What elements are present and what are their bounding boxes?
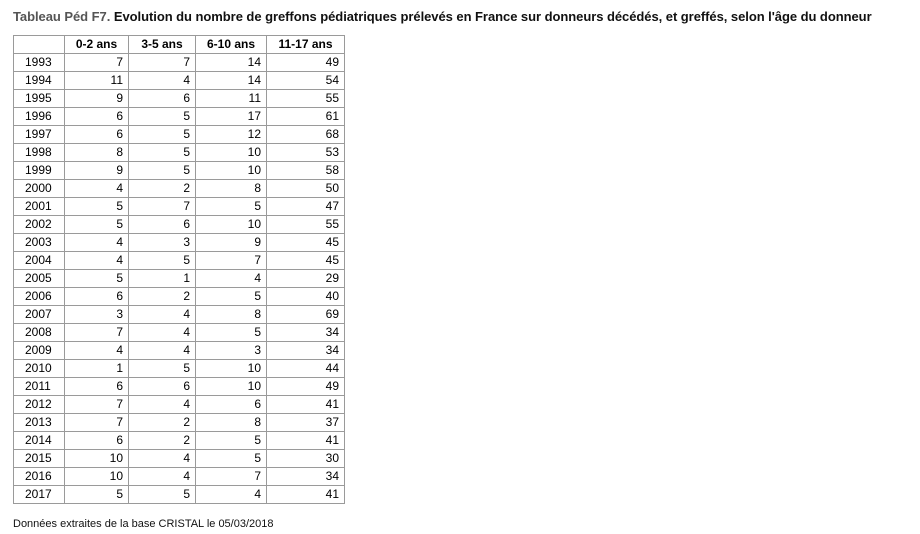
count-cell: 11 xyxy=(196,90,267,108)
table-row xyxy=(14,90,345,108)
year-cell: 1998 xyxy=(14,144,65,162)
count-cell: 5 xyxy=(129,486,196,504)
count-cell: 34 xyxy=(267,468,345,486)
count-cell: 2 xyxy=(129,288,196,306)
count-cell: 8 xyxy=(196,414,267,432)
count-cell: 12 xyxy=(196,126,267,144)
count-cell: 10 xyxy=(196,144,267,162)
count-cell: 4 xyxy=(129,468,196,486)
count-cell: 50 xyxy=(267,180,345,198)
count-cell: 10 xyxy=(196,216,267,234)
count-cell: 4 xyxy=(129,306,196,324)
count-cell: 4 xyxy=(65,252,129,270)
count-cell: 55 xyxy=(267,90,345,108)
count-cell: 49 xyxy=(267,378,345,396)
table-row xyxy=(14,126,345,144)
count-cell: 30 xyxy=(267,450,345,468)
count-cell: 6 xyxy=(65,378,129,396)
table-row xyxy=(14,468,345,486)
count-cell: 10 xyxy=(196,162,267,180)
table-row xyxy=(14,432,345,450)
table-row xyxy=(14,108,345,126)
year-cell: 1993 xyxy=(14,54,65,72)
count-cell: 2 xyxy=(129,432,196,450)
count-cell: 8 xyxy=(65,144,129,162)
count-cell: 2 xyxy=(129,180,196,198)
count-cell: 6 xyxy=(129,90,196,108)
count-cell: 4 xyxy=(196,270,267,288)
table-body xyxy=(14,54,345,504)
count-cell: 5 xyxy=(65,486,129,504)
year-cell: 1995 xyxy=(14,90,65,108)
count-cell: 5 xyxy=(65,270,129,288)
count-cell: 3 xyxy=(129,234,196,252)
count-cell: 8 xyxy=(196,306,267,324)
year-cell: 2016 xyxy=(14,468,65,486)
table-row xyxy=(14,450,345,468)
count-cell: 55 xyxy=(267,216,345,234)
table-row xyxy=(14,324,345,342)
year-cell: 2005 xyxy=(14,270,65,288)
year-cell: 2000 xyxy=(14,180,65,198)
count-cell: 5 xyxy=(129,126,196,144)
count-cell: 10 xyxy=(65,468,129,486)
table-row xyxy=(14,198,345,216)
year-cell: 1999 xyxy=(14,162,65,180)
count-cell: 7 xyxy=(129,198,196,216)
count-cell: 5 xyxy=(129,144,196,162)
table-row xyxy=(14,414,345,432)
count-cell: 5 xyxy=(196,432,267,450)
count-cell: 5 xyxy=(129,108,196,126)
count-cell: 7 xyxy=(65,414,129,432)
table-row xyxy=(14,486,345,504)
count-cell: 4 xyxy=(129,396,196,414)
count-cell: 7 xyxy=(65,396,129,414)
count-cell: 53 xyxy=(267,144,345,162)
year-cell: 1996 xyxy=(14,108,65,126)
count-cell: 5 xyxy=(129,360,196,378)
count-cell: 7 xyxy=(129,54,196,72)
count-cell: 10 xyxy=(196,360,267,378)
column-header-6-10: 6-10 ans xyxy=(196,36,267,54)
count-cell: 5 xyxy=(65,198,129,216)
table-row xyxy=(14,72,345,90)
table-row xyxy=(14,180,345,198)
count-cell: 47 xyxy=(267,198,345,216)
count-cell: 9 xyxy=(65,162,129,180)
count-cell: 6 xyxy=(65,288,129,306)
year-cell: 2013 xyxy=(14,414,65,432)
count-cell: 4 xyxy=(65,234,129,252)
year-cell: 2010 xyxy=(14,360,65,378)
year-cell: 1994 xyxy=(14,72,65,90)
count-cell: 7 xyxy=(196,252,267,270)
count-cell: 5 xyxy=(65,216,129,234)
count-cell: 4 xyxy=(129,342,196,360)
count-cell: 3 xyxy=(65,306,129,324)
count-cell: 7 xyxy=(65,324,129,342)
year-cell: 2006 xyxy=(14,288,65,306)
count-cell: 2 xyxy=(129,414,196,432)
count-cell: 44 xyxy=(267,360,345,378)
count-cell: 41 xyxy=(267,486,345,504)
count-cell: 45 xyxy=(267,234,345,252)
count-cell: 7 xyxy=(65,54,129,72)
count-cell: 5 xyxy=(196,288,267,306)
table-row xyxy=(14,54,345,72)
count-cell: 34 xyxy=(267,342,345,360)
count-cell: 6 xyxy=(65,126,129,144)
table-title-text: Evolution du nombre de greffons pédiatriques prélevés en France sur donneurs décédés, et greffés, selon l'âge du donneur xyxy=(113,9,872,24)
count-cell: 4 xyxy=(129,324,196,342)
year-cell: 2002 xyxy=(14,216,65,234)
year-cell: 2015 xyxy=(14,450,65,468)
table-row xyxy=(14,306,345,324)
count-cell: 49 xyxy=(267,54,345,72)
count-cell: 41 xyxy=(267,432,345,450)
year-cell: 2004 xyxy=(14,252,65,270)
year-cell: 2017 xyxy=(14,486,65,504)
year-cell: 2011 xyxy=(14,378,65,396)
year-cell: 1997 xyxy=(14,126,65,144)
count-cell: 14 xyxy=(196,54,267,72)
count-cell: 9 xyxy=(196,234,267,252)
year-cell: 2014 xyxy=(14,432,65,450)
count-cell: 69 xyxy=(267,306,345,324)
column-header-11-17: 11-17 ans xyxy=(267,36,345,54)
count-cell: 4 xyxy=(129,450,196,468)
count-cell: 58 xyxy=(267,162,345,180)
count-cell: 5 xyxy=(129,162,196,180)
source-footnote: Données extraites de la base CRISTAL le 05/03/2018 xyxy=(13,518,274,530)
count-cell: 4 xyxy=(196,486,267,504)
count-cell: 6 xyxy=(65,108,129,126)
table-header-row xyxy=(14,36,345,54)
table-row xyxy=(14,378,345,396)
count-cell: 6 xyxy=(129,216,196,234)
count-cell: 3 xyxy=(196,342,267,360)
count-cell: 8 xyxy=(196,180,267,198)
table-row xyxy=(14,342,345,360)
count-cell: 6 xyxy=(65,432,129,450)
column-header-3-5: 3-5 ans xyxy=(129,36,196,54)
count-cell: 10 xyxy=(65,450,129,468)
count-cell: 61 xyxy=(267,108,345,126)
table-row xyxy=(14,216,345,234)
count-cell: 5 xyxy=(196,324,267,342)
count-cell: 4 xyxy=(65,342,129,360)
count-cell: 5 xyxy=(196,450,267,468)
table-row xyxy=(14,396,345,414)
table-row xyxy=(14,270,345,288)
table-row xyxy=(14,288,345,306)
count-cell: 1 xyxy=(65,360,129,378)
table-row xyxy=(14,162,345,180)
year-cell: 2003 xyxy=(14,234,65,252)
count-cell: 11 xyxy=(65,72,129,90)
count-cell: 34 xyxy=(267,324,345,342)
count-cell: 40 xyxy=(267,288,345,306)
column-header-0-2: 0-2 ans xyxy=(65,36,129,54)
year-cell: 2007 xyxy=(14,306,65,324)
table-row xyxy=(14,144,345,162)
table-row xyxy=(14,360,345,378)
column-header-year xyxy=(14,36,65,54)
count-cell: 5 xyxy=(196,198,267,216)
count-cell: 37 xyxy=(267,414,345,432)
year-cell: 2008 xyxy=(14,324,65,342)
count-cell: 6 xyxy=(196,396,267,414)
year-cell: 2001 xyxy=(14,198,65,216)
count-cell: 9 xyxy=(65,90,129,108)
year-cell: 2009 xyxy=(14,342,65,360)
count-cell: 6 xyxy=(129,378,196,396)
table-title-prefix: Tableau Péd F7. xyxy=(13,9,111,24)
count-cell: 17 xyxy=(196,108,267,126)
count-cell: 68 xyxy=(267,126,345,144)
grafts-table xyxy=(13,35,345,504)
table-row xyxy=(14,252,345,270)
count-cell: 1 xyxy=(129,270,196,288)
count-cell: 4 xyxy=(129,72,196,90)
count-cell: 54 xyxy=(267,72,345,90)
count-cell: 29 xyxy=(267,270,345,288)
count-cell: 14 xyxy=(196,72,267,90)
table-row xyxy=(14,234,345,252)
count-cell: 45 xyxy=(267,252,345,270)
count-cell: 4 xyxy=(65,180,129,198)
count-cell: 7 xyxy=(196,468,267,486)
table-title xyxy=(13,9,872,24)
year-cell: 2012 xyxy=(14,396,65,414)
count-cell: 10 xyxy=(196,378,267,396)
count-cell: 5 xyxy=(129,252,196,270)
count-cell: 41 xyxy=(267,396,345,414)
